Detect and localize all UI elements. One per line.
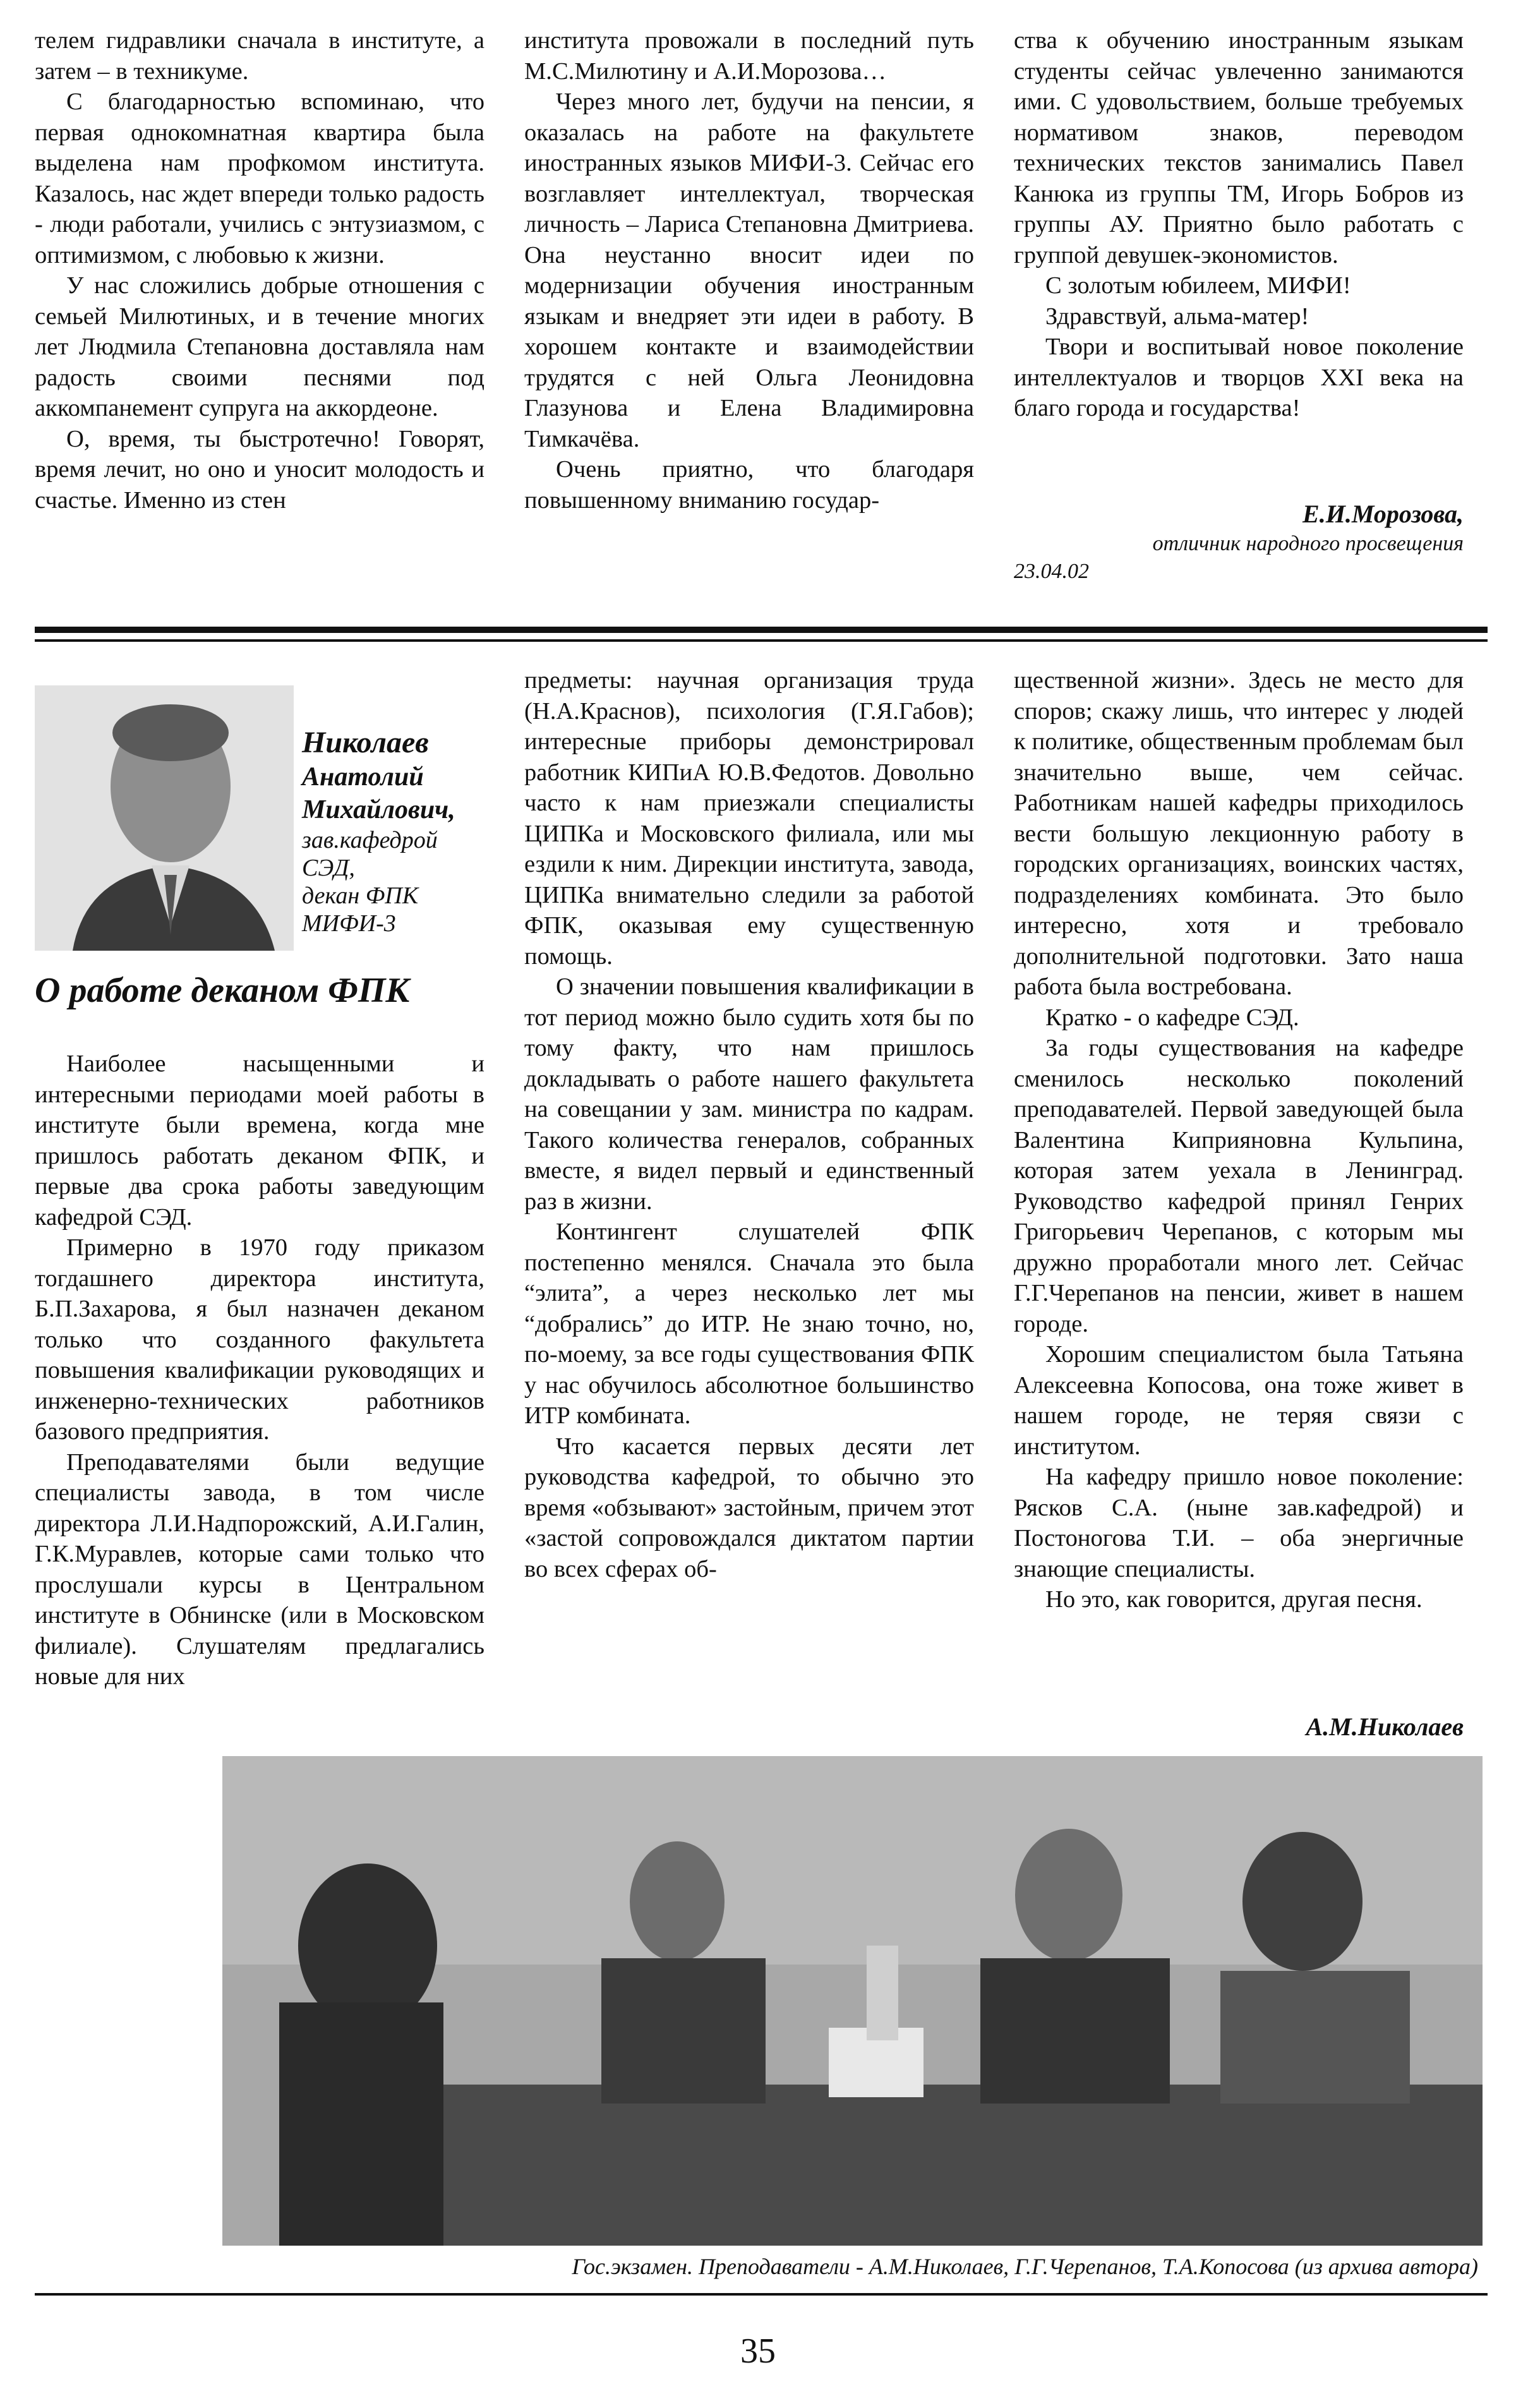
article-signature: А.М.Николаев xyxy=(1306,1713,1464,1741)
author-portrait-image xyxy=(35,685,294,951)
article-col3-paragraph: Кратко - о кафедре СЭД. xyxy=(1045,1004,1299,1031)
top-col3-paragraph: С золотым юбилеем, МИФИ! xyxy=(1045,272,1351,299)
top-col2-paragraph: Через много лет, будучи на пенсии, я оказалась на работе на факультете иностранных языков МИФИ-3. Сейчас его возглавляет интеллектуал, творческая личность – Лариса Степановна Дмитриева. Она неустанно вносит идеи по модернизации обучения иностранным языкам и внедряет эти идеи в работу. В хорошем контакте и взаимодействии трудятся с ней Ольга Леонидовна Глазунова и Елена Владимировна Тимкачёва. xyxy=(524,88,974,452)
author-role-3: декан ФПК xyxy=(302,882,418,909)
author-role-1: зав.кафедрой xyxy=(302,827,438,853)
author-role-4: МИФИ-3 xyxy=(302,910,396,937)
top-col2-paragraph: института провожали в последний путь М.С.Милютину и А.И.Морозова… xyxy=(524,27,974,85)
author-patronymic: Михайлович, xyxy=(302,795,455,824)
article-col3-paragraph: щественной жизни». Здесь не место для споров; скажу лишь, что интерес у людей к политике, общественным проблемам был значительно выше, чем сейчас. Работникам нашей кафедры приходилось вести большую лекционную работу в городских организациях, воинских частях, подразделениях комбината. Это было интересно, хотя и требовало дополнительной подготовки. Зато наша работа была востребована. xyxy=(1014,667,1464,1000)
top-signature: Е.И.Морозова, xyxy=(1302,500,1464,528)
top-signature-title: отличник народного просвещения xyxy=(1152,531,1464,555)
section-divider-thick xyxy=(35,627,1488,633)
article-col3-paragraph: Хорошим специалистом была Татьяна Алексеевна Копосова, она тоже живет в нашем городе, не теряя связи с институтом. xyxy=(1014,1341,1464,1460)
article-col3-paragraph: На кафедру пришло новое поколение: Рясков С.А. (ныне зав.кафедрой) и Постоногова Т.И. – оба энергичные знающие специалисты. xyxy=(1014,1464,1464,1582)
article-col1-paragraph: Примерно в 1970 году приказом тогдашнего директора института, Б.П.Захарова, я был назначен деканом только что созданного факультета повышения квалификации руководящих и инженерно-технических работников базового предприятия. xyxy=(35,1234,484,1445)
author-surname: Николаев xyxy=(302,726,429,759)
top-signature-block xyxy=(1014,499,1464,586)
author-info xyxy=(302,725,510,937)
top-column-3 xyxy=(1014,25,1464,424)
section-divider-thin xyxy=(35,639,1488,642)
article-col3-paragraph: За годы существования на кафедре сменилось несколько поколений преподавателей. Первой заведующей была Валентина Киприяновна Кульпина, которая затем уехала в Ленинград. Руководство кафедрой принял Генрих Григорьевич Черепанов, с которым мы дружно проработали много лет. Сейчас Г.Г.Черепанов на пенсии, живет в нашем городе. xyxy=(1014,1035,1464,1337)
top-signature-date: 23.04.02 xyxy=(1014,559,1089,583)
article-col2-paragraph: Что касается первых десяти лет руководства кафедрой, то обычно это время «обзывают» застойным, причем этот «застой сопровождался диктатом партии во всех сферах об- xyxy=(524,1433,974,1582)
exam-photo-image xyxy=(222,1756,1483,2246)
article-col2-paragraph: Контингент слушателей ФПК постепенно менялся. Сначала это была “элита”, а через несколько лет мы “добрались” до ИТР. Не знаю точно, но, по-моему, за все годы существования ФПК у нас обучилось абсолютное большинство ИТР комбината. xyxy=(524,1219,974,1429)
top-col3-paragraph: Твори и воспитывай новое поколение интеллектуалов и творцов XXI века на благо города и государства! xyxy=(1014,334,1464,421)
photo-caption: Гос.экзамен. Преподаватели - А.М.Николаев, Г.Г.Черепанов, Т.А.Копосова (из архива автора) xyxy=(572,2254,1478,2279)
author-role-2: СЭД, xyxy=(302,855,355,881)
top-col3-paragraph: ства к обучению иностранным языкам студенты сейчас увлеченно занимаются ими. С удовольствием, больше требуемых нормативом знаков, переводом технических текстов занимались Павел Канюка из группы ТМ, Игорь Бобров из группы АУ. Приятно было работать с группой девушек-экономистов. xyxy=(1014,27,1464,268)
author-name: Анатолий xyxy=(302,762,424,792)
article-col2-paragraph: О значении повышения квалификации в тот период можно было судить хотя бы по тому факту, что нам пришлось докладывать о работе нашего факультета на совещании у зам. министра по кадрам. Такого количества генералов, собранных вместе, я видел первый и единственный раз в жизни. xyxy=(524,973,974,1215)
page-number: 35 xyxy=(740,2332,776,2371)
top-column-1 xyxy=(35,25,484,515)
author-portrait xyxy=(35,685,294,951)
article-column-1 xyxy=(35,1049,484,1692)
article-column-3 xyxy=(1014,665,1464,1615)
top-col1-paragraph: У нас сложились добрые отношения с семьей Милютиных, и в течение многих лет Людмила Степановна доставляла нам радость своими песнями под аккомпанемент супруга на аккордеоне. xyxy=(35,272,484,421)
exam-photo xyxy=(222,1756,1483,2246)
top-col1-paragraph: О, время, ты быстротечно! Говорят, время лечит, но оно и уносит молодость и счастье. Именно из стен xyxy=(35,425,484,514)
footer-divider xyxy=(35,2293,1488,2296)
article-col2-paragraph: предметы: научная организация труда (Н.А.Краснов), психология (Г.Я.Габов); интересные приборы демонстрировал работник КИПиА Ю.В.Федотов. Довольно часто к нам приезжали специалисты ЦИПКа и Московского филиала, или мы ездили к ним. Дирекции института, завода, ЦИПКа внимательно следили за работой ФПК, оказывая ему существенную помощь. xyxy=(524,667,974,970)
top-col1-paragraph: телем гидравлики сначала в институте, а затем – в техникуме. xyxy=(35,27,484,85)
top-col1-paragraph: С благодарностью вспоминаю, что первая однокомнатная квартира была выделена нам профкомом института. Казалось, нас ждет впереди только радость - люди работали, учились с энтузиазмом, с оптимизмом, с любовью к жизни. xyxy=(35,88,484,268)
article-col1-paragraph: Преподавателями были ведущие специалисты завода, в том числе директора Л.И.Надпорожский, А.И.Галин, Г.К.Муравлев, которые сами только что прослушали курсы в Центральном институте в Обнинске (или в Московском филиале). Слушателям предлагались новые для них xyxy=(35,1448,484,1690)
article-col3-paragraph: Но это, как говорится, другая песня. xyxy=(1045,1586,1423,1613)
article-column-2 xyxy=(524,665,974,1584)
top-col2-paragraph: Очень приятно, что благодаря повышенному вниманию государ- xyxy=(524,456,974,514)
top-col3-paragraph: Здравствуй, альма-матер! xyxy=(1045,303,1309,330)
top-column-2 xyxy=(524,25,974,515)
article-headline: О работе деканом ФПК xyxy=(35,971,410,1010)
article-col1-paragraph: Наиболее насыщенными и интересными периодами моей работы в институте были времена, когда мне пришлось работать деканом ФПК, и первые два срока работы заведующим кафедрой СЭД. xyxy=(35,1050,484,1231)
